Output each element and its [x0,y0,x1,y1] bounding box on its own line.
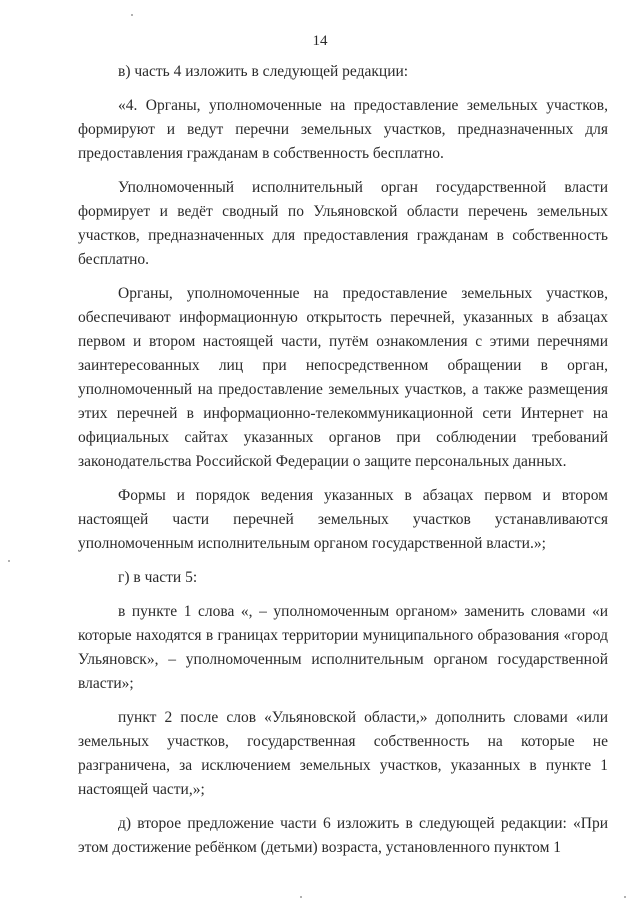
scan-artifact [131,14,133,16]
scan-artifact [300,896,302,898]
paragraph-consolidated-list: Уполномоченный исполнительный орган государственной власти формирует и ведёт сводный по Ульяновской области перечень земельных участков, предназначенных для предоставления гражданам в собственность бесплатно. [78,179,608,268]
paragraph-item-d: д) второе предложение части 6 изложить в следующей редакции: «При этом достижение ребёнком (детьми) возраста, установленного пунктом 1 [78,815,608,856]
paragraph-point1: в пункте 1 слова «, – уполномоченным органом» заменить словами «и которые находятся в границах территории муниципального образования «город Ульяновск», – уполномоченным исполнительным органом государственной власти»; [78,603,608,692]
page-number: 14 [312,33,328,49]
paragraph-forms: Формы и порядок ведения указанных в абзацах первом и втором настоящей части перечней земельных участков устанавливаются уполномоченным исполнительным органом государственной власти.»; [78,487,608,552]
scan-artifact [8,560,10,562]
paragraph-part4-intro: «4. Органы, уполномоченные на предоставление земельных участков, формируют и ведут перечни земельных участков, предназначенных для предоставления гражданам в собственность бесплатно. [78,97,608,162]
document-body [78,60,608,870]
paragraph-item-g: г) в части 5: [118,569,198,586]
paragraph-openness: Органы, уполномоченные на предоставление земельных участков, обеспечивают информационную открытость перечней, указанных в абзацах первом и втором настоящей части, путём ознакомления с этими перечнями заинтересованных лиц при непосредственном обращении в орган, уполномоченный на предоставление земельных участков, а также размещения этих перечней в информационно-телекоммуникационной сети Интернет на официальных сайтах указанных органов при соблюдении требований законодательства Российской Федерации о защите персональных данных. [78,285,608,470]
paragraph-point2: пункт 2 после слов «Ульяновской области,» дополнить словами «или земельных участков, государственная собственность на которые не разграничена, за исключением земельных участков, указанных в пункте 1 настоящей части,»; [78,709,608,798]
paragraph-item-v: в) часть 4 изложить в следующей редакции: [118,63,409,80]
scan-artifact [624,896,626,898]
